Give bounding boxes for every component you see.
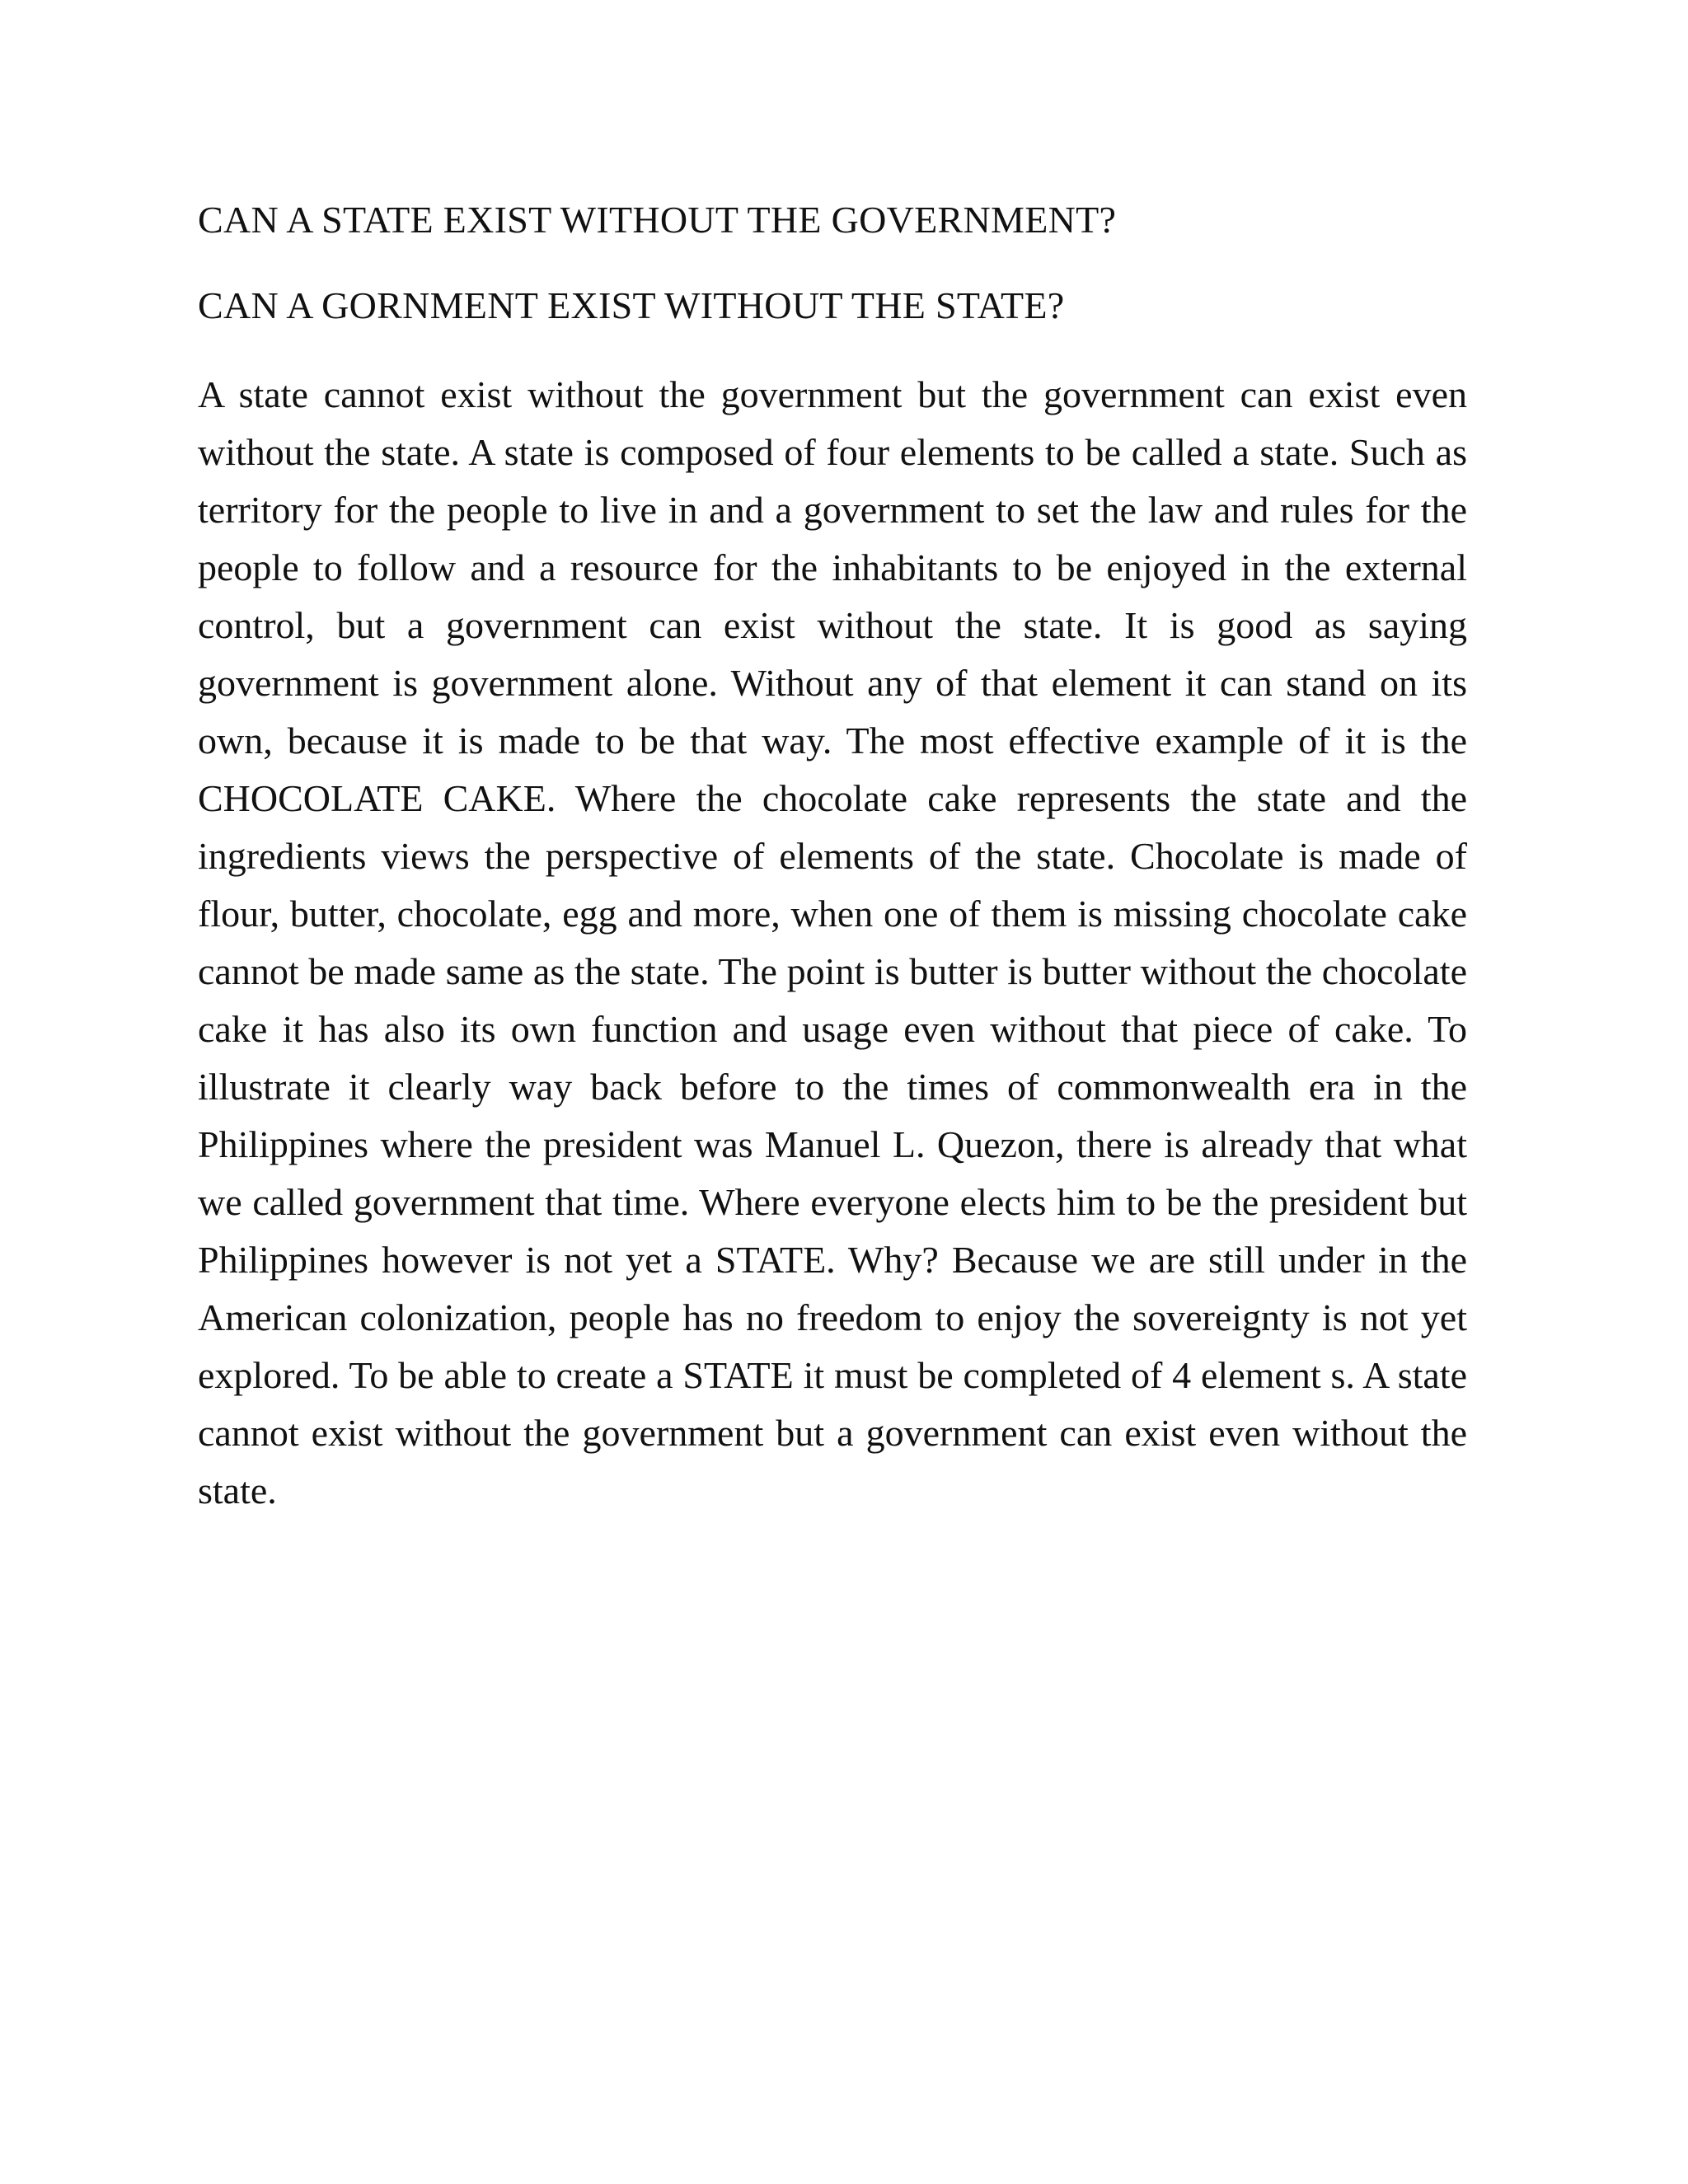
question-heading-2: CAN A GORNMENT EXIST WITHOUT THE STATE? (198, 284, 1065, 326)
question-heading-1: CAN A STATE EXIST WITHOUT THE GOVERNMENT? (198, 199, 1117, 241)
essay-paragraph: A state cannot exist without the government but the government can exist even without the state. A state is composed of four elements to be called a state. Such as territory for the people to live in and a government to set the law and rules for the people to follow and a resource for the inhabitants to be enjoyed in the external control, but a government can exist without the state. It is good as saying government is government alone. Without any of that element it can stand on its own, because it is made to be that way. The most effective example of it is the CHOCOLATE CAKE. Where the chocolate cake represents the state and the ingredients views the perspective of elements of the state. Chocolate is made of flour, butter, chocolate, egg and more, when one of them is missing chocolate cake cannot be made same as the state. The point is butter is butter without the chocolate cake it has also its own function and usage even without that piece of cake. To illustrate it clearly way back before to the times of commonwealth era in the Philippines where the president was Manuel L. Quezon, there is already that what we called government that time. Where everyone elects him to be the president but Philippines however is not yet a STATE. Why? Because we are still under in the American colonization, people has no freedom to enjoy the sovereignty is not yet explored. To be able to create a STATE it must be completed of 4 element s. A state cannot exist without the government but a government can exist even without the state. (198, 373, 1467, 1511)
document-content (198, 196, 1467, 1520)
